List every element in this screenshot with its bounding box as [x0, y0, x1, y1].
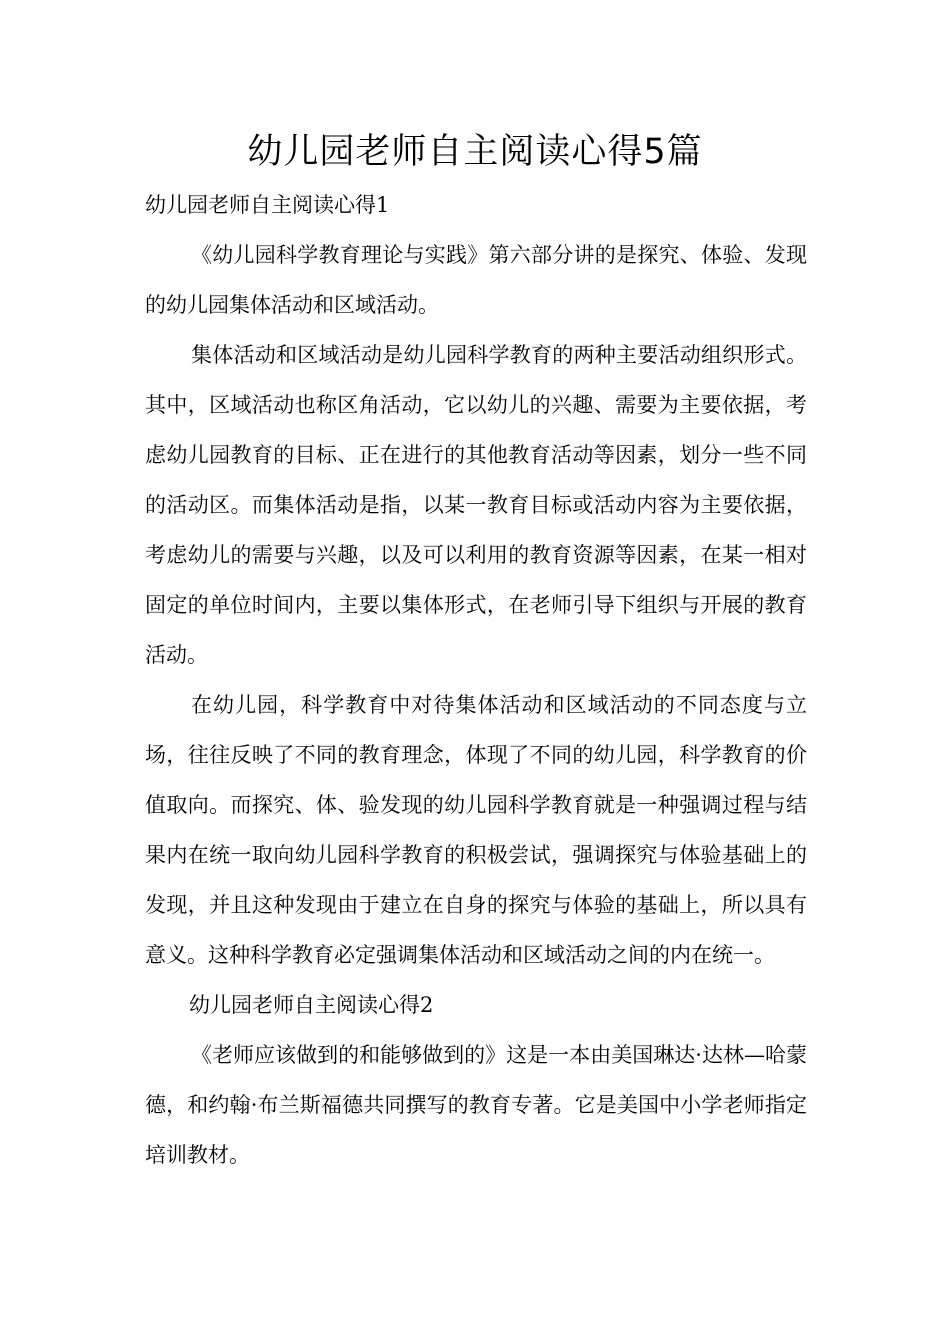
section-heading-1: 幼儿园老师自主阅读心得1	[145, 193, 390, 217]
section-heading-2: 幼儿园老师自主阅读心得2	[189, 993, 434, 1017]
paragraph: 《幼儿园科学教育理论与实践》第六部分讲的是探究、体验、发现的幼儿园集体活动和区域活动。	[145, 243, 807, 317]
paragraph: 集体活动和区域活动是幼儿园科学教育的两种主要活动组织形式。其中，区域活动也称区角活动，它以幼儿的兴趣、需要为主要依据，考虑幼儿园教育的目标、正在进行的其他教育活动等因素，划分一些不同的活动区。而集体活动是指，以某一教育目标或活动内容为主要依据，考虑幼儿的需要与兴趣，以及可以利用的教育资源等因素，在某一相对固定的单位时间内，主要以集体形式，在老师引导下组织与开展的教育活动。	[145, 343, 807, 667]
document-title: 幼儿园老师自主阅读心得5篇	[247, 132, 703, 172]
document-body	[145, 180, 807, 1180]
paragraph: 在幼儿园，科学教育中对待集体活动和区域活动的不同态度与立场，往往反映了不同的教育理念，体现了不同的幼儿园，科学教育的价值取向。而探究、体、验发现的幼儿园科学教育就是一种强调过程与结果内在统一取向幼儿园科学教育的积极尝试，强调探究与体验基础上的发现，并且这种发现由于建立在自身的探究与体验的基础上，所以具有意义。这种科学教育必定强调集体活动和区域活动之间的内在统一。	[145, 693, 807, 967]
paragraph: 《老师应该做到的和能够做到的》这是一本由美国琳达·达林—哈蒙德，和约翰·布兰斯福德共同撰写的教育专著。它是美国中小学老师指定培训教材。	[145, 1043, 807, 1167]
